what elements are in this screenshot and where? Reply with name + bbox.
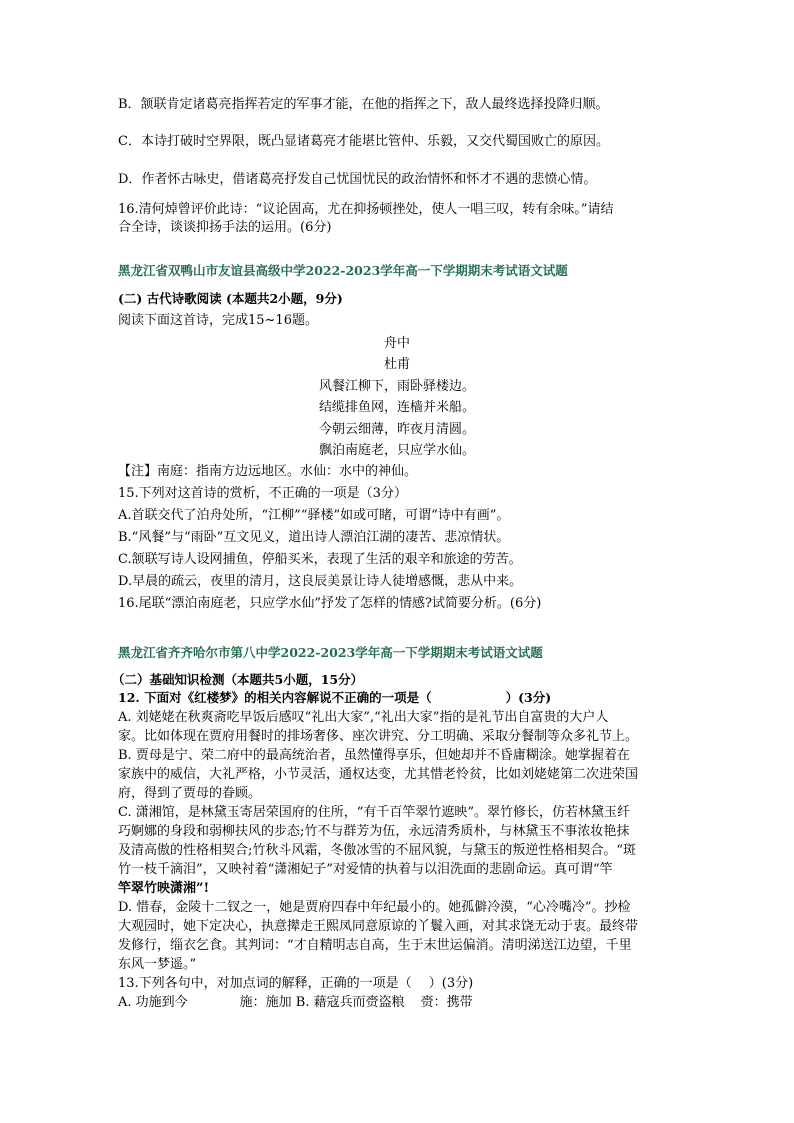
instruction: 阅读下面这首诗，完成15~16题。 bbox=[118, 313, 318, 328]
section-heading-2: （二）基础知识检测（本题共5小题，15分） bbox=[112, 672, 364, 687]
option-c-line: 及清高傲的性格相契合;竹秋斗风霜，冬傲冰雪的不屈风貌，与黛玉的叛逆性格相契合。“斑 bbox=[118, 843, 637, 858]
source-title-2: 黑龙江省齐齐哈尔市第八中学2022-2023学年高一下学期期末考试语文试题 bbox=[118, 645, 543, 660]
option-d-line: 大观园时，她下定决心，执意撵走王熙凤同意原谅的丫鬟入画，对其求饶无动于衷。最终带 bbox=[118, 919, 639, 934]
option-d-line: D. 惜春，金陵十二钗之一，她是贾府四春中年纪最小的。她孤僻冷漠，“心冷嘴冷”。抄检 bbox=[118, 900, 631, 915]
question-12-text: 12. 下面对《红楼梦》的相关内容解说不正确的一项是（ bbox=[118, 690, 432, 705]
poem-note: 【注】南庭：指南方边远地区。水仙：水中的神仙。 bbox=[118, 464, 418, 479]
section-heading-1: (二) 古代诗歌阅读 (本题共2小题，9分) bbox=[118, 291, 343, 306]
question-16-line1: 16.清何焯曾评价此诗：“议论固高，尤在抑扬顿挫处，使人一唱三叹，转有余味。”请结 bbox=[118, 202, 614, 217]
option-d: D.早晨的疏云，夜里的清月，这良辰美景让诗人徒增感慨，悲从中来。 bbox=[118, 574, 523, 589]
option-b-line: 府，得到了贾母的眷顾。 bbox=[118, 786, 262, 801]
option-a: A.首联交代了泊舟处所，“江柳”“驿楼”如或可睹，可谓“诗中有画”。 bbox=[118, 508, 510, 523]
question-16-line2: 合全诗，谈谈抑扬手法的运用。(6分) bbox=[118, 220, 332, 235]
option-c-line: 竿翠竹映潇湘”! bbox=[118, 881, 210, 896]
question-16: 16.尾联“漂泊南庭老，只应学水仙”抒发了怎样的情感?试简要分析。(6分) bbox=[118, 596, 542, 611]
option-c-line: 竹一枝千滴泪”，又映衬着“潇湘妃子”对爱情的执着与以泪洗面的悲剧命运。真可谓“竿 bbox=[118, 862, 613, 877]
option-c: C．本诗打破时空界限，既凸显诸葛亮才能堪比管仲、乐毅，又交代蜀国败亡的原因。 bbox=[118, 134, 609, 149]
question-12 bbox=[118, 688, 551, 708]
q13-gloss-b: 赍：携带 bbox=[420, 995, 473, 1010]
option-d-line: 东风一梦遥。” bbox=[118, 957, 197, 972]
option-d-line: 发修行，缁衣乞食。其判词：“才自精明志自高，生于末世运偏消。清明涕送江边望，千里 bbox=[118, 938, 632, 953]
option-c-line: 巧婀娜的身段和弱柳扶风的步态;竹不与群芳为伍，永远清秀质朴，与林黛玉不事浓妆艳抹 bbox=[118, 824, 630, 839]
option-c: C.颔联写诗人设网捕鱼，停船买米，表现了生活的艰辛和旅途的劳苦。 bbox=[118, 552, 522, 567]
option-b: B．颔联肯定诸葛亮指挥若定的军事才能，在他的指挥之下，敌人最终选择投降归顺。 bbox=[118, 97, 609, 112]
option-d: D．作者怀古咏史，借诸葛亮抒发自己忧国忧民的政治情怀和怀才不遇的悲愤心情。 bbox=[118, 172, 597, 187]
poem-line: 飘泊南庭老，只应学水仙。 bbox=[318, 443, 475, 458]
question-13-options bbox=[118, 993, 473, 1013]
poem-line: 风餐江柳下，雨卧驿楼边。 bbox=[318, 379, 475, 394]
question-13: 13.下列各句中，对加点词的解释，正确的一项是（ ）(3分) bbox=[118, 976, 474, 991]
option-c-line: C. 潇湘馆，是林黛玉寄居荣国府的住所，“有千百竿翠竹遮映”。翠竹修长，仿若林黛玉纤 bbox=[118, 805, 631, 820]
q13-gloss-a: 施：施加 B. 藉寇兵而赍盗粮 bbox=[239, 995, 405, 1010]
option-b-line: 家族中的威信，大礼严格，小节灵活，通权达变，尤其惜老怜贫，比如刘姥姥第二次进荣国 bbox=[118, 767, 639, 782]
poem-author: 杜甫 bbox=[383, 357, 410, 372]
source-title-1: 黑龙江省双鸭山市友谊县高级中学2022-2023学年高一下学期期末考试语文试题 bbox=[118, 263, 568, 278]
poem-line: 今朝云细薄，昨夜月清圆。 bbox=[318, 422, 475, 437]
question-12-score: ）(3分) bbox=[505, 690, 552, 705]
q13-option-a: A. 功施到今 bbox=[118, 995, 188, 1010]
option-b-line: B. 贾母是宁、荣二府中的最高统治者，虽然懂得享乐，但她却并不昏庸糊涂。她掌握着在 bbox=[118, 748, 630, 763]
option-b: B.“风餐”与“雨卧”互文见义，道出诗人漂泊江湖的凄苦、悲凉情状。 bbox=[118, 530, 510, 545]
question-15: 15.下列对这首诗的赏析，不正确的一项是（3分） bbox=[118, 486, 407, 501]
option-a-line: A. 刘姥姥在秋爽斋吃早饭后感叹“礼出大家”,“礼出大家”指的是礼节出自富贵的大户人 bbox=[118, 710, 609, 725]
poem-title: 舟中 bbox=[383, 336, 410, 351]
poem-line: 结缆排鱼网，连樯并米船。 bbox=[318, 400, 475, 415]
option-a-line: 家。比如体现在贾府用餐时的排场奢侈、座次讲究、分工明确、采取分餐制等众多礼节上。 bbox=[118, 729, 639, 744]
